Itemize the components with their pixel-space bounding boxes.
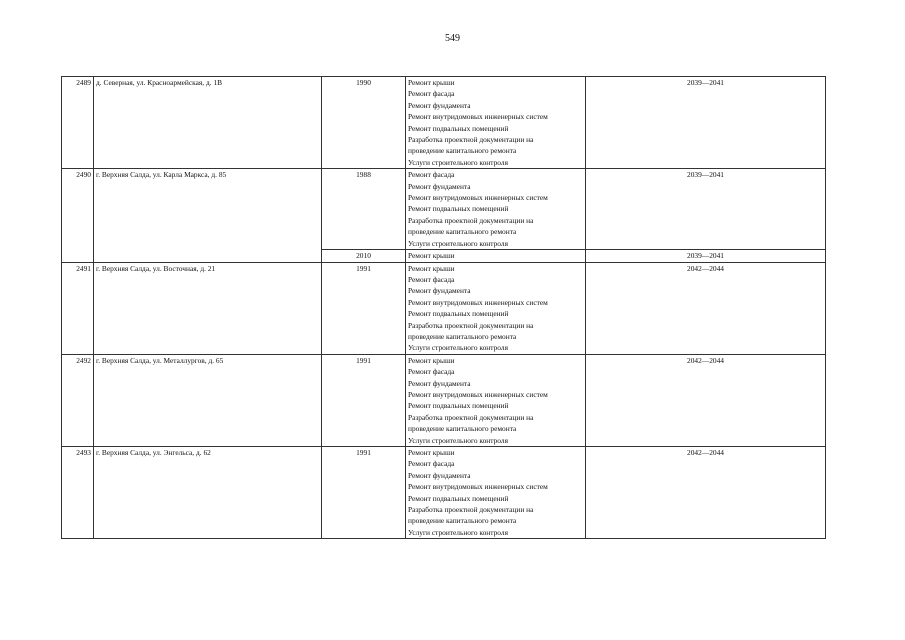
work-item: Ремонт крыши [408, 263, 455, 273]
table-row [62, 447, 826, 539]
work-item: Ремонт внутридомовых инженерных систем [408, 482, 548, 492]
entry-address: г. Верхняя Салда, ул. Восточная, д. 21 [94, 262, 322, 354]
entry-works [406, 250, 586, 262]
entry-year: 1991 [322, 447, 406, 539]
work-item: проведение капитального ремонта [408, 331, 517, 341]
work-item: Услуги строительного контроля [408, 435, 508, 445]
entry-number: 2491 [62, 262, 94, 354]
work-item: Разработка проектной документации на [408, 412, 534, 422]
entry-period: 2039—2041 [586, 77, 826, 169]
work-item: Ремонт фасада [408, 459, 455, 469]
table-row [62, 262, 826, 354]
work-item: Ремонт внутридомовых инженерных систем [408, 112, 548, 122]
work-item: Ремонт подвальных помещений [408, 401, 509, 411]
work-item: проведение капитального ремонта [408, 227, 517, 237]
work-item: Разработка проектной документации на [408, 320, 534, 330]
entry-address: г. Верхняя Салда, ул. Металлургов, д. 65 [94, 354, 322, 446]
work-item: Услуги строительного контроля [408, 157, 508, 167]
work-item: Ремонт фундамента [408, 100, 471, 110]
work-item: Ремонт подвальных помещений [408, 309, 509, 319]
work-item: Ремонт фасада [408, 170, 455, 180]
entry-number: 2493 [62, 447, 94, 539]
work-item: Разработка проектной документации на [408, 505, 534, 515]
work-item: Ремонт фундамента [408, 470, 471, 480]
entry-year: 1991 [322, 262, 406, 354]
repair-schedule-table [61, 76, 826, 539]
work-item: Ремонт фундамента [408, 378, 471, 388]
work-item: Ремонт крыши [408, 78, 455, 87]
work-item: Услуги строительного контроля [408, 343, 508, 353]
entry-number: 2490 [62, 169, 94, 262]
entry-works [406, 447, 586, 539]
work-item: Ремонт крыши [408, 448, 455, 457]
table-row [62, 354, 826, 446]
entry-works [406, 262, 586, 354]
entry-number: 2492 [62, 354, 94, 446]
entry-period: 2042—2044 [586, 447, 826, 539]
work-item: Ремонт фасада [408, 89, 455, 99]
work-item: Разработка проектной документации на [408, 135, 534, 145]
work-item: Ремонт внутридомовых инженерных систем [408, 297, 548, 307]
table-row [62, 169, 826, 250]
work-item: Ремонт внутридомовых инженерных систем [408, 193, 548, 203]
entry-year: 1990 [322, 77, 406, 169]
page-number: 549 [445, 33, 460, 44]
entry-period: 2039—2041 [586, 169, 826, 250]
table-body [62, 77, 826, 539]
work-item: проведение капитального ремонта [408, 146, 517, 156]
entry-period: 2042—2044 [586, 354, 826, 446]
entry-period: 2042—2044 [586, 262, 826, 354]
work-item: Ремонт внутридомовых инженерных систем [408, 389, 548, 399]
entry-year: 1991 [322, 354, 406, 446]
entry-address: г. Верхняя Салда, ул. Энгельса, д. 62 [94, 447, 322, 539]
work-item: Ремонт фасада [408, 274, 455, 284]
entry-address: д. Северная, ул. Красноармейская, д. 1В [94, 77, 322, 169]
entry-works [406, 77, 586, 169]
table-row [62, 77, 826, 169]
entry-address: г. Верхняя Салда, ул. Карла Маркса, д. 85 [94, 169, 322, 262]
work-item: Ремонт фасада [408, 367, 455, 377]
work-item: Ремонт крыши [408, 251, 455, 261]
work-item: Ремонт подвальных помещений [408, 204, 509, 214]
work-item: Ремонт подвальных помещений [408, 493, 509, 503]
entry-year: 1988 [322, 169, 406, 250]
work-item: Ремонт фундамента [408, 286, 471, 296]
entry-year: 2010 [322, 250, 406, 262]
entry-works [406, 354, 586, 446]
work-item: Услуги строительного контроля [408, 527, 508, 537]
entry-number: 2489 [62, 77, 94, 169]
work-item: Ремонт фундамента [408, 181, 471, 191]
work-item: Услуги строительного контроля [408, 238, 508, 248]
entry-works [406, 169, 586, 250]
work-item: Ремонт крыши [408, 355, 455, 365]
work-item: проведение капитального ремонта [408, 516, 517, 526]
work-item: Ремонт подвальных помещений [408, 123, 509, 133]
work-item: проведение капитального ремонта [408, 424, 517, 434]
work-item: Разработка проектной документации на [408, 215, 534, 225]
entry-period: 2039—2041 [586, 250, 826, 262]
